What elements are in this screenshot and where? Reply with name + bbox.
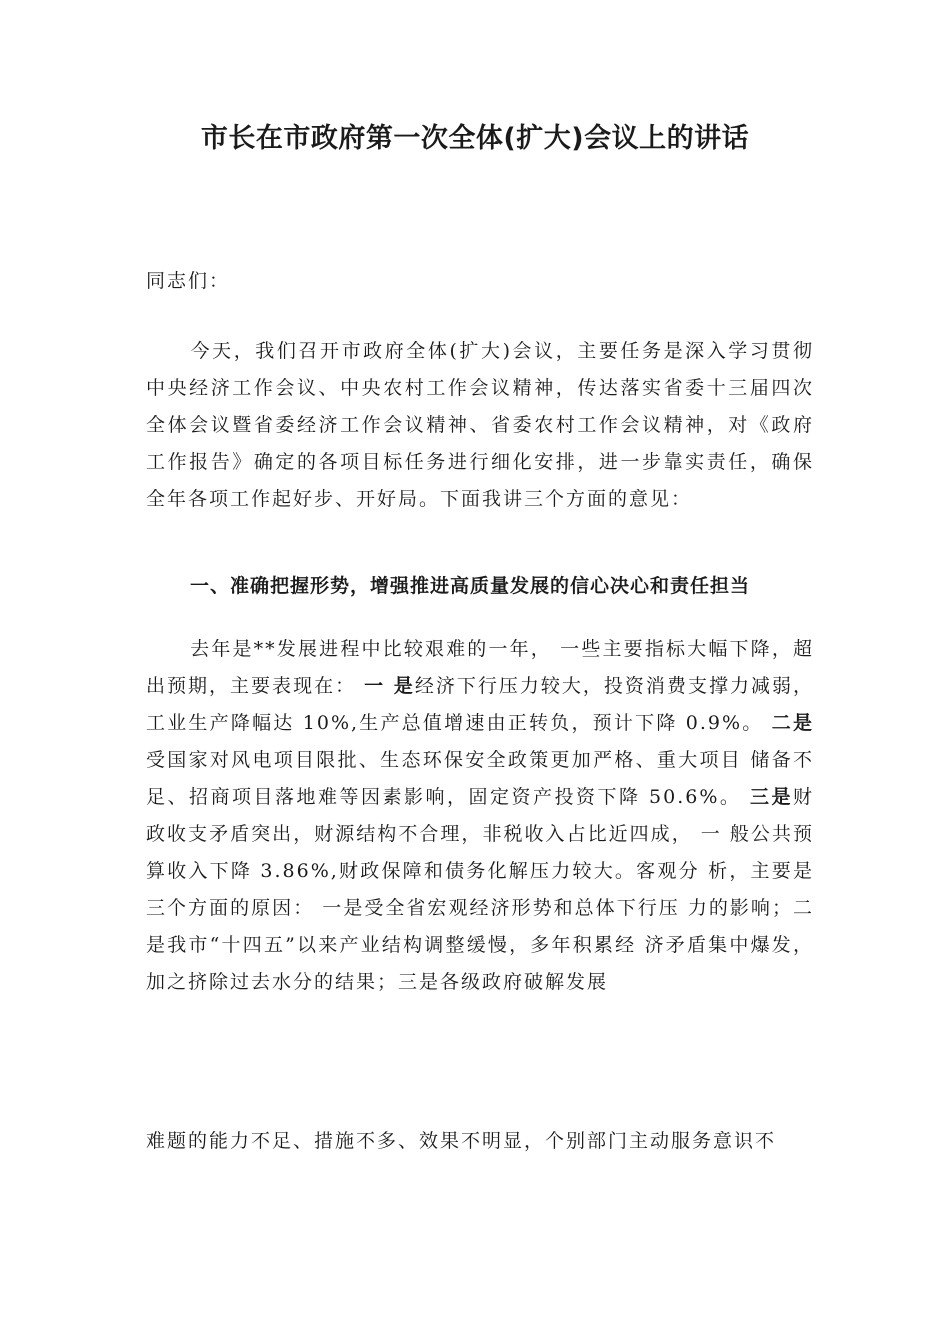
body-text-part2: 经济下行压力较大，投资消费支撑力减弱，工业生产降幅达 10%,生产总值增速由正转负，预计下降 0.9%。: [146, 675, 814, 734]
intro-paragraph: [146, 333, 814, 518]
body-text-part3: 受国家对风电项目限批、生态环保安全政策更加严格、重大项目 储备不足、招商项目落地难等因素影响，固定资产投资下降 50.6%。: [146, 749, 814, 808]
point-label-1: 一 是: [364, 675, 415, 697]
body-paragraph: [146, 631, 814, 1001]
body-text-part1: 去年是**发展进程中比较艰难的一年， 一些主要指标大幅下降，超出预期，主要表现在：: [146, 638, 814, 697]
body-text-part4: 财政收支矛盾突出，财源结构不合理，非税收入占比近四成， 一 般公共预算收入下降 3.86%,财政保障和债务化解压力较大。客观分 析，主要是三个方面的原因： 一是受全省宏观经济形势和总体下行压 力的影响；二是我市“十四五”以来产业结构调整缓慢，多年积累经 济矛盾集中爆发，加之挤除过去水分的结果；三是各级政府破解发展: [146, 786, 814, 993]
intro-paragraph-text: 今天，我们召开市政府全体(扩大)会议，主要任务是深入学习贯彻中央经济工作会议、中央农村工作会议精神，传达落实省委十三届四次全体会议暨省委经济工作会议精神、省委农村工作会议精神，对《政府工作报告》确定的各项目标任务进行细化安排，进一步靠实责任，确保全年各项工作起好步、开好局。下面我讲三个方面的意见：: [146, 340, 814, 510]
continuation-line: 难题的能力不足、措施不多、效果不明显，个别部门主动服务意识不: [146, 1130, 777, 1152]
point-label-2: 二是: [771, 712, 814, 734]
salutation: 同志们：: [146, 270, 231, 292]
section-heading: 一、准确把握形势，增强推进高质量发展的信心决心和责任担当: [190, 575, 751, 597]
document-title: 市长在市政府第一次全体(扩大)会议上的讲话: [200, 123, 750, 154]
point-label-3: 三是: [749, 786, 793, 808]
